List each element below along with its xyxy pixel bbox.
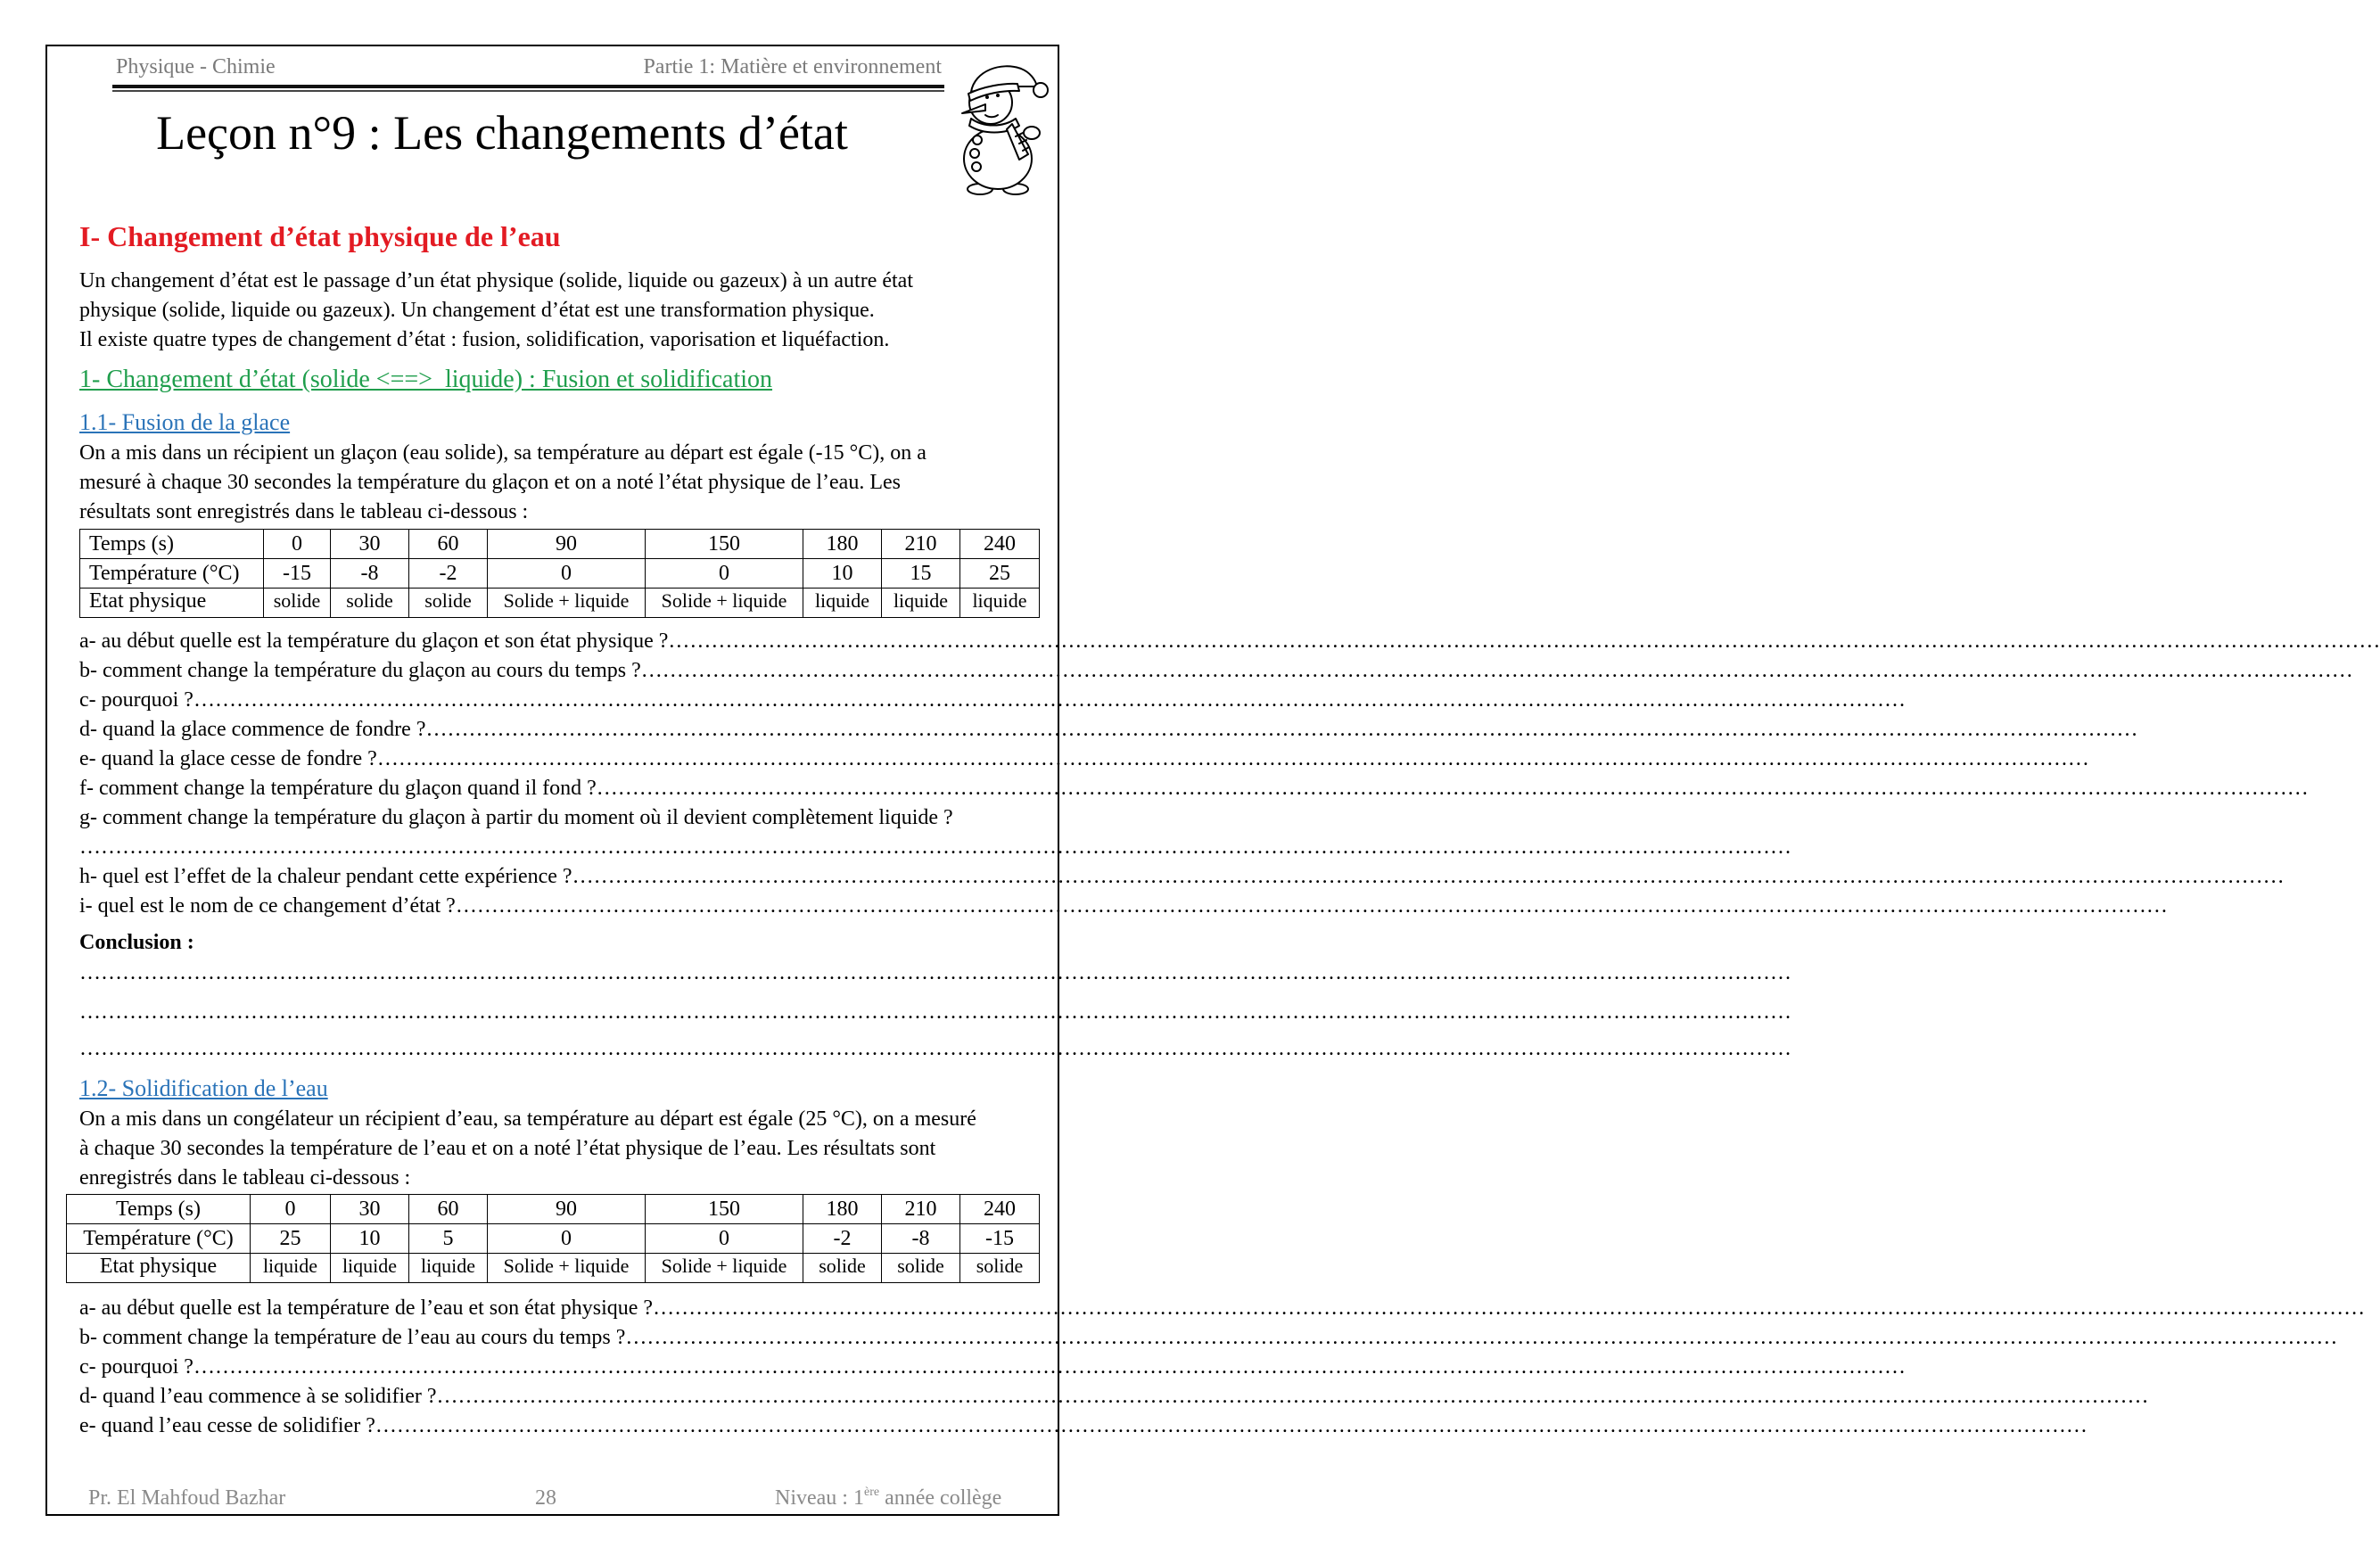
question-b: b- comment change la température de l’eau au cours du temps ? …………………………………………………………………………………………………………………………………………………………………………………………………………………… <box>79 1326 2338 1349</box>
table-row-temperature <box>80 559 1040 589</box>
table-cell: 0 <box>646 1224 803 1254</box>
table-cell: -2 <box>803 1224 882 1254</box>
paragraph-line: mesuré à chaque 30 secondes la température du glaçon et on a noté l’état physique de l’eau. Les <box>79 471 901 494</box>
snowman-eye <box>996 94 1000 97</box>
table-cell: solide <box>331 589 409 618</box>
table-cell: 10 <box>803 559 882 589</box>
snowman-icon <box>944 56 1055 197</box>
question-e: e- quand la glace cesse de fondre ? …………………………………………………………………………………………………………………………………………………………………………………………………………………… <box>79 747 2089 770</box>
table-cell: 210 <box>882 1195 960 1224</box>
table-cell: 30 <box>331 1195 409 1224</box>
question-e: e- quand l’eau cesse de solidifier ? …………………………………………………………………………………………………………………………………………………………………………………………………………………… <box>79 1414 2088 1437</box>
header-divider <box>112 85 944 92</box>
table-cell: solide <box>803 1254 882 1283</box>
subsection-heading: 1- Changement d’état (solide <==> liquide) : Fusion et solidification <box>79 366 773 393</box>
intro-line: physique (solide, liquide ou gazeux). Un changement d’état est une transformation physique. <box>79 299 875 322</box>
paragraph-line: On a mis dans un congélateur un récipient d’eau, sa température au départ est égale (25 °C), on a mesuré <box>79 1107 976 1131</box>
table-cell: liquide <box>960 589 1040 618</box>
table-cell: liquide <box>882 589 960 618</box>
conclusion-dotted-line: …………………………………………………………………………………………………………………………………………………………………………………………………………………… <box>79 1000 1791 1024</box>
table-cell: 60 <box>409 1195 488 1224</box>
table-cell: liquide <box>803 589 882 618</box>
question-g: g- comment change la température du glaçon à partir du moment où il devient complètement liquide ? <box>79 806 953 829</box>
table-cell: -15 <box>960 1224 1040 1254</box>
question-d: d- quand l’eau commence à se solidifier ? …………………………………………………………………………………………………………………………………………………………………………………………………………………… <box>79 1385 2149 1408</box>
table-cell: 240 <box>960 1195 1040 1224</box>
paragraph-line: à chaque 30 secondes la température de l’eau et on a noté l’état physique de l’eau. Les résultats sont <box>79 1137 936 1160</box>
table-row-state <box>67 1254 1040 1283</box>
table-cell: 25 <box>960 559 1040 589</box>
question-b: b- comment change la température du glaçon au cours du temps ? …………………………………………………………………………………………………………………………………………………………………………………………………………………… <box>79 659 2353 682</box>
table-cell: Temps (s) <box>80 530 264 559</box>
fusion-paragraph <box>79 439 926 527</box>
intro-line: Il existe quatre types de changement d’état : fusion, solidification, vaporisation et liquéfaction. <box>79 328 890 351</box>
table-cell: 240 <box>960 530 1040 559</box>
fusion-questions <box>79 627 2380 921</box>
table-cell: 60 <box>409 530 488 559</box>
snowman-button <box>972 162 981 171</box>
snowman-button <box>973 136 982 144</box>
table-cell: 0 <box>488 1224 646 1254</box>
table-cell: liquide <box>331 1254 409 1283</box>
snowman-eye <box>985 95 989 99</box>
footer-level-suffix: année collège <box>879 1486 1002 1510</box>
snowman-mitten <box>1024 127 1040 139</box>
header-part: Partie 1: Matière et environnement <box>643 55 942 78</box>
header-subject: Physique - Chimie <box>116 55 276 78</box>
table-cell: 25 <box>251 1224 331 1254</box>
conclusion-label: Conclusion : <box>79 931 194 954</box>
table-cell: 0 <box>646 559 803 589</box>
fusion-table <box>79 529 1040 618</box>
table-cell: 0 <box>251 1195 331 1224</box>
solidification-table <box>66 1194 1040 1283</box>
table-cell: 30 <box>331 530 409 559</box>
table-cell: Temps (s) <box>67 1195 251 1224</box>
table-cell: solide <box>264 589 331 618</box>
solidification-paragraph <box>79 1105 976 1193</box>
footer-level-prefix: Niveau : 1 <box>775 1486 864 1510</box>
table-cell: 180 <box>803 1195 882 1224</box>
snowman-pompom <box>1034 83 1048 97</box>
paragraph-line: enregistrés dans le tableau ci-dessous : <box>79 1166 411 1189</box>
question-h: h- quel est l’effet de la chaleur pendant cette expérience ? …………………………………………………………………………………………………………………………………………………………………………………………………………………… <box>79 865 2285 888</box>
table-cell: solide <box>409 589 488 618</box>
footer-level-sup: ère <box>863 1486 880 1499</box>
table-cell: Température (°C) <box>67 1224 251 1254</box>
table-cell: 10 <box>331 1224 409 1254</box>
fusion-heading: 1.1- Fusion de la glace <box>79 409 291 435</box>
page-title: Leçon n°9 : Les changements d’état <box>156 106 848 160</box>
table-cell: Etat physique <box>67 1254 251 1283</box>
table-cell: 150 <box>646 1195 803 1224</box>
table-cell: solide <box>960 1254 1040 1283</box>
footer-author: Pr. El Mahfoud Bazhar <box>88 1486 286 1510</box>
paragraph-line: On a mis dans un récipient un glaçon (eau solide), sa température au départ est égale (-15 °C), on a <box>79 441 926 465</box>
table-row-time <box>80 530 1040 559</box>
table-cell: -8 <box>882 1224 960 1254</box>
table-cell: -8 <box>331 559 409 589</box>
table-cell: liquide <box>251 1254 331 1283</box>
question-a: a- au début quelle est la température de l’eau et son état physique ? …………………………………………………………………………………………………………………………………………………………………………………………………………………… <box>79 1296 2366 1320</box>
table-cell: Température (°C) <box>80 559 264 589</box>
table-cell: Solide + liquide <box>488 589 646 618</box>
table-cell: 90 <box>488 1195 646 1224</box>
question-d: d- quand la glace commence de fondre ? …………………………………………………………………………………………………………………………………………………………………………………………………………………… <box>79 718 2138 741</box>
solidification-questions <box>79 1294 2366 1441</box>
table-cell: 150 <box>646 530 803 559</box>
table-cell: -15 <box>264 559 331 589</box>
conclusion-dotted-line: …………………………………………………………………………………………………………………………………………………………………………………………………………………… <box>79 961 1791 984</box>
table-cell: Solide + liquide <box>646 589 803 618</box>
table-cell: 180 <box>803 530 882 559</box>
table-row-temperature <box>67 1224 1040 1254</box>
table-cell: Etat physique <box>80 589 264 618</box>
solidification-heading: 1.2- Solidification de l’eau <box>79 1075 328 1101</box>
question-c: c- pourquoi ? …………………………………………………………………………………………………………………………………………………………………………………………………………………… <box>79 688 1906 712</box>
question-c: c- pourquoi ? …………………………………………………………………………………………………………………………………………………………………………………………………………………… <box>79 1355 1906 1379</box>
section-heading: I- Changement d’état physique de l’eau <box>79 220 561 252</box>
table-cell: -2 <box>409 559 488 589</box>
table-cell: 5 <box>409 1224 488 1254</box>
question-i: i- quel est le nom de ce changement d’état ? …………………………………………………………………………………………………………………………………………………………………………………………………………………… <box>79 894 2168 918</box>
question-a: a- au début quelle est la température du glaçon et son état physique ? …………………………………………………………………………………………………………………………………………………………………………………………………………………… <box>79 630 2380 653</box>
question-f: f- comment change la température du glaçon quand il fond ? …………………………………………………………………………………………………………………………………………………………………………………………………………………… <box>79 777 2309 800</box>
table-row-state <box>80 589 1040 618</box>
conclusion-dotted-line: …………………………………………………………………………………………………………………………………………………………………………………………………………………… <box>79 1037 1791 1060</box>
table-cell: Solide + liquide <box>646 1254 803 1283</box>
table-cell: solide <box>882 1254 960 1283</box>
answer-dotted-line: …………………………………………………………………………………………………………………………………………………………………………………………………………………… <box>79 836 1791 859</box>
table-cell: 0 <box>488 559 646 589</box>
table-cell: Solide + liquide <box>488 1254 646 1283</box>
section-intro <box>79 267 913 355</box>
table-cell: liquide <box>409 1254 488 1283</box>
intro-line: Un changement d’état est le passage d’un état physique (solide, liquide ou gazeux) à un autre état <box>79 269 914 292</box>
paragraph-line: résultats sont enregistrés dans le tableau ci-dessous : <box>79 500 529 523</box>
footer-page-number: 28 <box>535 1486 556 1510</box>
snowman-illustration <box>944 56 1055 197</box>
table-cell: 15 <box>882 559 960 589</box>
table-cell: 210 <box>882 530 960 559</box>
footer-level <box>775 1486 1001 1510</box>
table-cell: 90 <box>488 530 646 559</box>
table-cell: 0 <box>264 530 331 559</box>
snowman-button <box>970 149 979 158</box>
table-row-time <box>67 1195 1040 1224</box>
